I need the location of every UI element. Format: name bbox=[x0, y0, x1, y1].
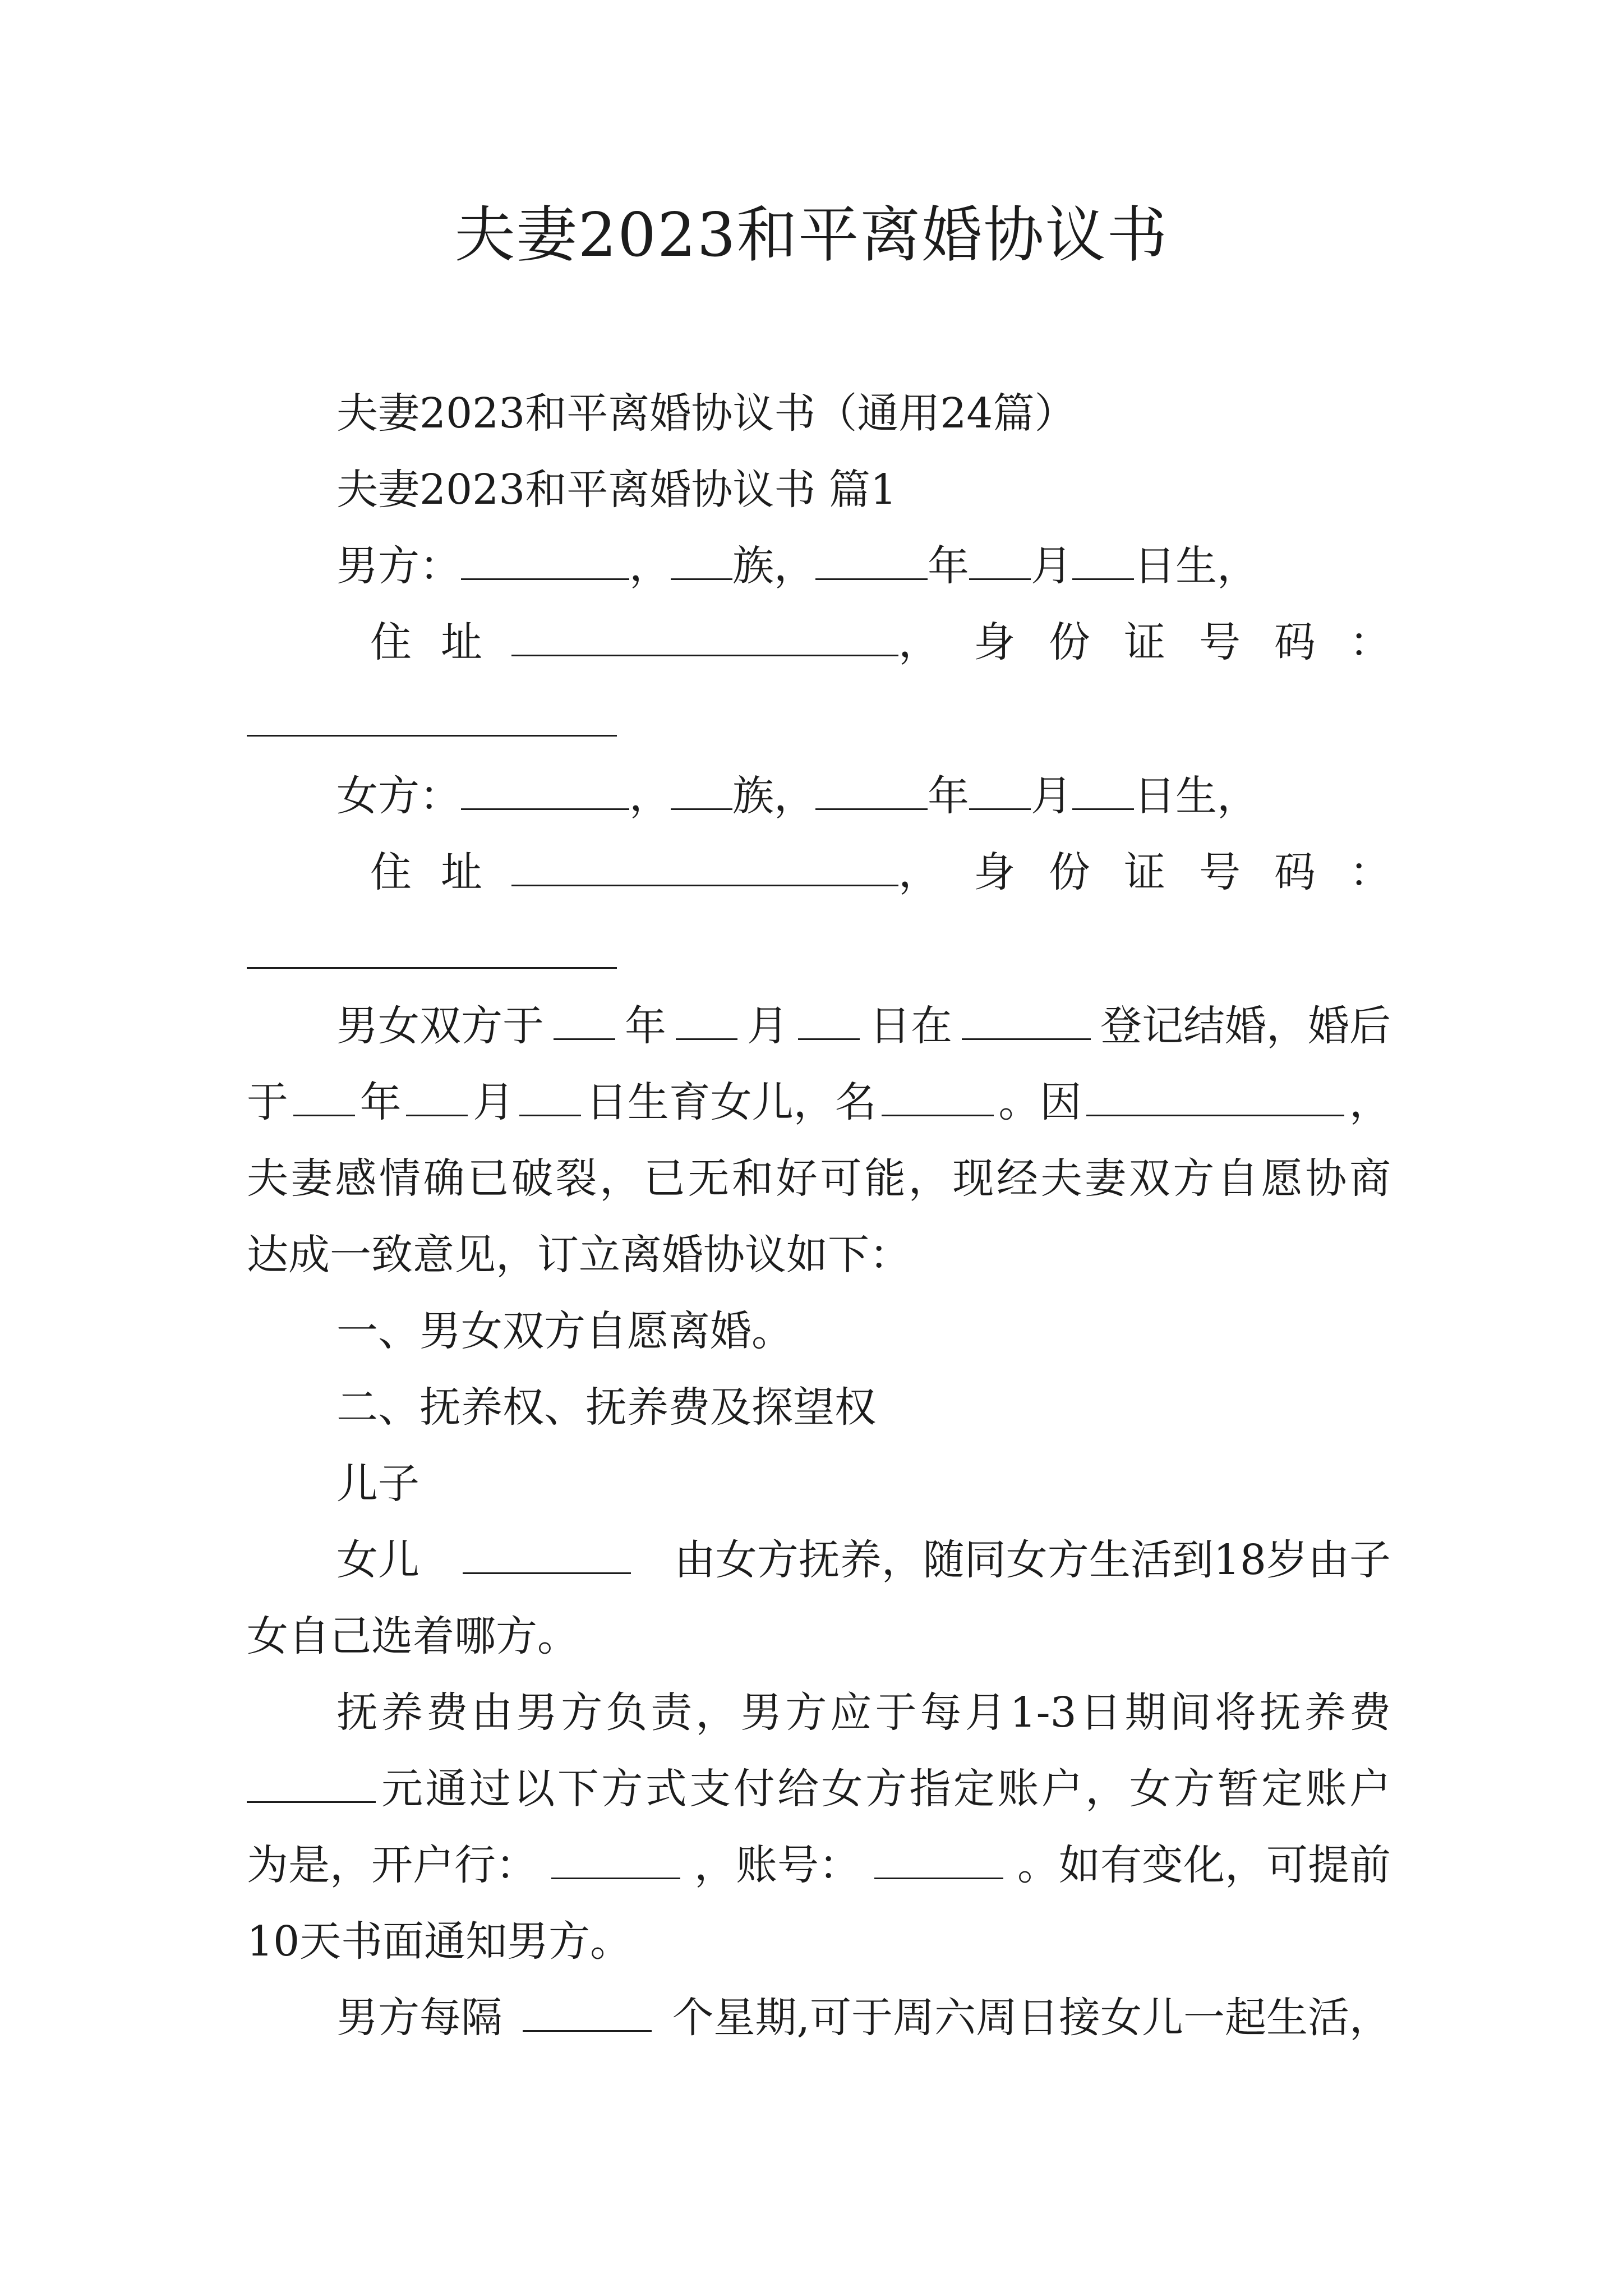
woman-month-blank bbox=[969, 770, 1031, 810]
para1-line1 bbox=[336, 995, 1391, 1057]
para1-text: 于 bbox=[247, 1078, 288, 1126]
man-ethnic-label: 族， bbox=[732, 542, 815, 590]
para1-text: 登记结婚，婚后 bbox=[1100, 1002, 1391, 1050]
para1-text: 年 bbox=[625, 1002, 666, 1050]
man-name-blank bbox=[461, 540, 629, 580]
para3-line2 bbox=[247, 1758, 1391, 1820]
daughter-name-blank bbox=[882, 1076, 994, 1116]
woman-month-label: 月 bbox=[1031, 772, 1072, 820]
para4-text: 男方每隔 bbox=[336, 1994, 502, 2042]
woman-address-line bbox=[370, 841, 1424, 903]
para1-text: 日生育女儿，名 bbox=[585, 1078, 877, 1126]
man-month-label: 月 bbox=[1031, 542, 1072, 590]
account-blank bbox=[874, 1839, 1003, 1879]
para3-text: 。如有变化，可提前 bbox=[1017, 1841, 1391, 1889]
man-sep: ， bbox=[629, 542, 671, 590]
section-heading: 夫妻2023和平离婚协议书 篇1 bbox=[336, 466, 897, 514]
para2-line1 bbox=[336, 1529, 1391, 1591]
para3-text: 元通过以下方式支付给女方指定账户，女方暂定账户 bbox=[381, 1765, 1391, 1813]
para1-text: 日在 bbox=[869, 1002, 952, 1050]
para1-text: 。因 bbox=[998, 1078, 1082, 1126]
para2-text: 由女方抚养，随同女方生活到18岁由子 bbox=[674, 1536, 1391, 1584]
man-info-line bbox=[336, 535, 1481, 597]
daughter-blank bbox=[463, 1534, 631, 1574]
marriage-year-blank bbox=[554, 1000, 615, 1040]
man-address-label: 住址 bbox=[370, 618, 511, 666]
reason-blank bbox=[1086, 1076, 1344, 1116]
birth-month-blank bbox=[406, 1076, 468, 1116]
item-1: 一、男女双方自愿离婚。 bbox=[336, 1307, 793, 1355]
woman-label: 女方： bbox=[336, 772, 461, 820]
man-label: 男方： bbox=[336, 542, 461, 590]
para3-line4: 10天书面通知男方。 bbox=[247, 1917, 632, 1966]
woman-info-line bbox=[336, 765, 1481, 827]
man-month-blank bbox=[969, 540, 1031, 580]
woman-name-blank bbox=[461, 770, 629, 810]
man-year-blank bbox=[815, 540, 928, 580]
support-amount-blank bbox=[247, 1763, 376, 1803]
woman-id-label: ，身份证号码： bbox=[898, 848, 1424, 896]
man-address-line bbox=[370, 611, 1424, 673]
marriage-place-blank bbox=[962, 1000, 1091, 1040]
para4-text: 个星期,可于周六周日接女儿一起生活， bbox=[672, 1994, 1391, 2042]
para3-line1: 抚养费由男方负责，男方应于每月1-3日期间将抚养费 bbox=[336, 1688, 1391, 1737]
bank-blank bbox=[551, 1839, 680, 1879]
subtitle: 夫妻2023和平离婚协议书（通用24篇） bbox=[336, 389, 1076, 438]
para1-line4: 达成一致意见，订立离婚协议如下： bbox=[247, 1231, 911, 1279]
man-id-label: ，身份证号码： bbox=[898, 618, 1424, 666]
woman-address-label: 住址 bbox=[370, 848, 511, 896]
item-2: 二、抚养权、抚养费及探望权 bbox=[336, 1383, 876, 1432]
para1-text: ， bbox=[1349, 1078, 1391, 1126]
man-day-blank bbox=[1072, 540, 1134, 580]
woman-year-label: 年 bbox=[928, 772, 969, 820]
woman-day-blank bbox=[1072, 770, 1134, 810]
para2-text: 女儿 bbox=[336, 1536, 419, 1584]
son-label: 儿子 bbox=[336, 1460, 419, 1508]
para3-text: ，账号： bbox=[694, 1841, 860, 1889]
para1-text: 年 bbox=[359, 1078, 402, 1126]
para1-line3: 夫妻感情确已破裂，已无和好可能，现经夫妻双方自愿协商 bbox=[247, 1154, 1391, 1203]
para1-text: 男女双方于 bbox=[336, 1002, 544, 1050]
woman-sep: ， bbox=[629, 772, 671, 820]
marriage-day-blank bbox=[798, 1000, 860, 1040]
document-title: 夫妻2023和平离婚协议书 bbox=[454, 200, 1169, 270]
para1-text: 月 bbox=[747, 1002, 789, 1050]
woman-ethnic-label: 族， bbox=[732, 772, 815, 820]
birth-year-blank bbox=[293, 1076, 355, 1116]
para1-line2 bbox=[247, 1071, 1391, 1133]
man-ethnic-blank bbox=[671, 540, 732, 580]
birth-day-blank bbox=[519, 1076, 581, 1116]
marriage-month-blank bbox=[676, 1000, 737, 1040]
man-id-blank bbox=[247, 735, 617, 737]
woman-year-blank bbox=[815, 770, 928, 810]
para4-line1 bbox=[336, 1987, 1391, 2049]
woman-id-blank bbox=[247, 967, 617, 969]
visit-interval-blank bbox=[523, 1992, 652, 2032]
man-address-blank bbox=[511, 616, 898, 656]
para1-text: 月 bbox=[473, 1078, 515, 1126]
woman-ethnic-blank bbox=[671, 770, 732, 810]
para2-line2: 女自己选着哪方。 bbox=[247, 1612, 579, 1660]
para3-text: 为是，开户行： bbox=[247, 1841, 537, 1889]
man-year-label: 年 bbox=[928, 542, 969, 590]
para3-line3 bbox=[247, 1834, 1391, 1896]
woman-day-label: 日生， bbox=[1134, 772, 1258, 820]
man-day-label: 日生， bbox=[1134, 542, 1258, 590]
woman-address-blank bbox=[511, 846, 898, 886]
